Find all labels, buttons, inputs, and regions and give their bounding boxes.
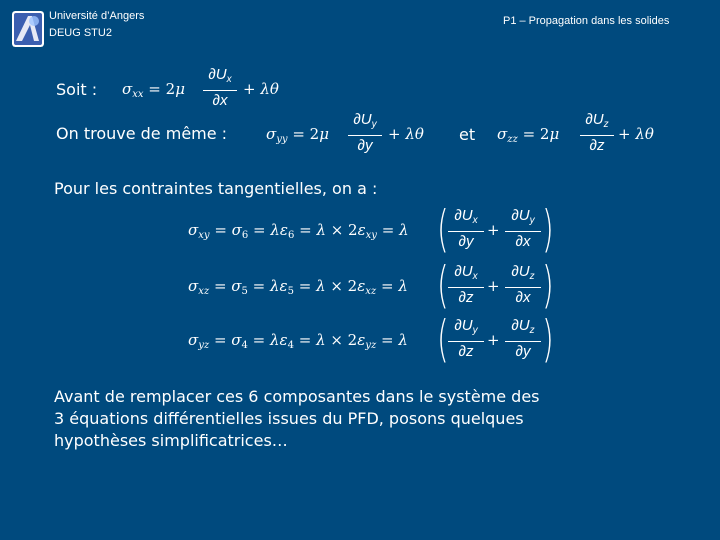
- fraction-dux-dx: $\partial U_x$ ∂x: [203, 66, 237, 110]
- sigma-yz-equation: $\sigma_{yz} = \sigma_4 = \lambda\varepsilon_4 = \lambda \times 2\varepsilon_{yz} = \lambda$: [188, 331, 408, 351]
- left-paren: (: [437, 256, 449, 314]
- left-paren: (: [437, 200, 449, 258]
- university-name: Université d’Angers: [49, 10, 145, 22]
- lambda-theta-term: + λθ: [618, 125, 654, 143]
- left-paren: (: [437, 310, 449, 368]
- fraction-duz-dx: $\partial U_z$ ∂x: [505, 263, 541, 307]
- lambda-theta-term: + λθ: [243, 80, 279, 98]
- lambda-theta-term: + λθ: [388, 125, 424, 143]
- conclusion-line-3: hypothèses simplificatrices…: [54, 431, 288, 450]
- fraction-duz-dz: $\partial U_z$ ∂z: [580, 111, 614, 155]
- sigma-xy-equation: $\sigma_{xy} = \sigma_6 = \lambda\varepsilon_6 = \lambda \times 2\varepsilon_{xy} = \lambda$: [188, 221, 409, 241]
- chapter-title: P1 – Propagation dans les solides: [503, 15, 670, 27]
- conclusion-line-1: Avant de remplacer ces 6 composantes dans le système des: [54, 387, 540, 406]
- right-paren: ): [542, 310, 554, 368]
- on-trouve-label: On trouve de même :: [56, 124, 228, 143]
- universite-angers-logo: [12, 11, 44, 47]
- fraction-duy-dz: $\partial U_y$ ∂z: [448, 317, 484, 361]
- course-name: DEUG STU2: [49, 27, 112, 39]
- fraction-dux-dy: $\partial U_x$ ∂y: [448, 207, 484, 251]
- right-paren: ): [542, 256, 554, 314]
- sigma-zz-equation: $\sigma_{zz} = 2\mu$: [497, 125, 560, 145]
- conclusion-line-2: 3 équations différentielles issues du PFD, posons quelques: [54, 409, 524, 428]
- plus-sign: +: [487, 277, 500, 295]
- fraction-duy-dx: $\partial U_y$ ∂x: [505, 207, 541, 251]
- sigma-xz-equation: $\sigma_{xz} = \sigma_5 = \lambda\varepsilon_5 = \lambda \times 2\varepsilon_{xz} = \lambda$: [188, 277, 408, 297]
- tangential-intro: Pour les contraintes tangentielles, on a :: [54, 179, 378, 198]
- sigma-yy-equation: $\sigma_{yy} = 2\mu$: [266, 125, 329, 145]
- fraction-duz-dy: $\partial U_z$ ∂y: [505, 317, 541, 361]
- plus-sign: +: [487, 221, 500, 239]
- soit-label: Soit :: [56, 80, 98, 99]
- fraction-duy-dy: $\partial U_y$ ∂y: [348, 111, 382, 155]
- et-label: et: [459, 125, 476, 144]
- plus-sign: +: [487, 331, 500, 349]
- fraction-dux-dz: $\partial U_x$ ∂z: [448, 263, 484, 307]
- sigma-xx-equation: $\sigma_{xx} = 2\mu$: [122, 80, 185, 100]
- right-paren: ): [542, 200, 554, 258]
